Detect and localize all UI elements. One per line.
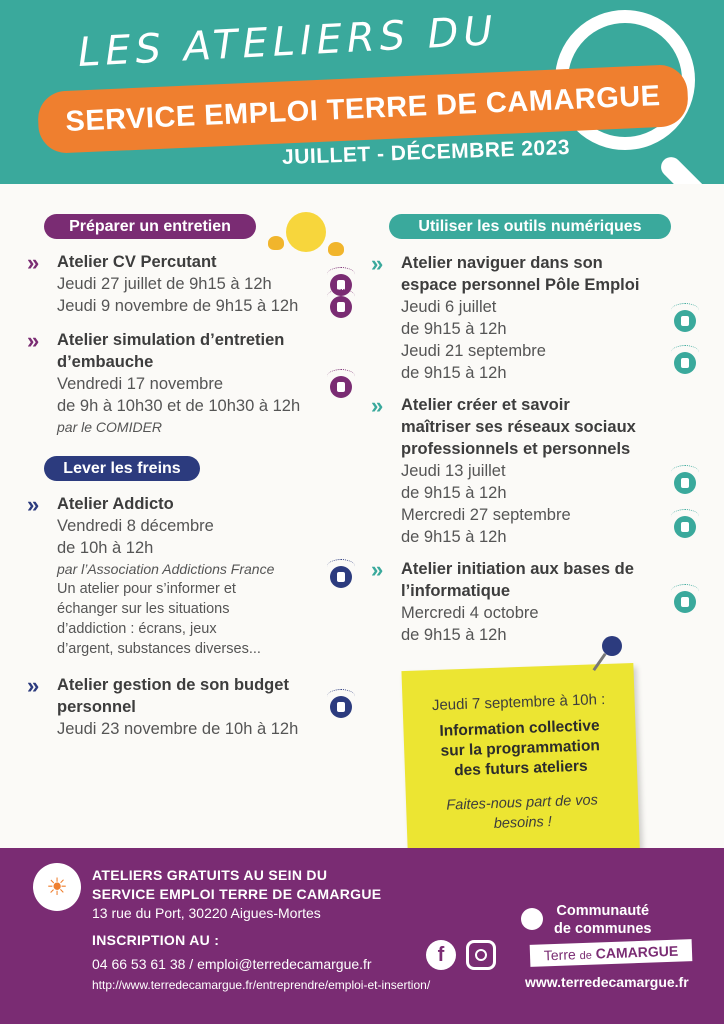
registration-icon	[674, 472, 696, 494]
registration-icon	[330, 696, 352, 718]
footer-url[interactable]: http://www.terredecamargue.fr/entreprendre/emploi-et-insertion/	[92, 978, 431, 992]
instagram-icon[interactable]	[466, 940, 496, 970]
atelier-title: l’informatique	[401, 582, 511, 600]
chevron-icon: »	[371, 251, 384, 276]
note-date: Jeudi 7 septembre à 10h :	[431, 691, 606, 715]
chevron-icon: »	[27, 492, 40, 517]
dates: JUILLET - DÉCEMBRE 2023	[281, 135, 571, 170]
magnifier-handle	[657, 153, 721, 184]
footer-website[interactable]: www.terredecamargue.fr	[525, 974, 689, 990]
footer-inscription: INSCRIPTION AU :	[92, 932, 220, 948]
section-label-freins: Lever les freins	[44, 456, 200, 481]
atelier-cv	[27, 250, 299, 317]
chevron-icon: »	[371, 393, 384, 418]
header	[0, 0, 724, 184]
atelier-date: Jeudi 23 novembre de 10h à 12h	[57, 720, 299, 738]
atelier-date: de 9h à 10h30 et de 10h30 à 12h	[57, 397, 301, 415]
atelier-title: Atelier CV Percutant	[57, 253, 217, 271]
atelier-date: Jeudi 6 juillet	[401, 298, 497, 316]
note-bold: sur la programmation	[440, 737, 601, 760]
atelier-title: Atelier gestion de son budget	[57, 676, 289, 694]
chevron-icon: »	[27, 673, 40, 698]
atelier-date: Jeudi 27 juillet de 9h15 à 12h	[57, 275, 272, 293]
atelier-date: Jeudi 21 septembre	[401, 342, 546, 360]
note-bold: des futurs ateliers	[453, 757, 588, 780]
atelier-by: par l’Association Addictions France	[57, 561, 275, 577]
registration-icon	[330, 566, 352, 588]
atelier-date: Jeudi 13 juillet	[401, 462, 506, 480]
atelier-date: Mercredi 4 octobre	[401, 604, 539, 622]
atelier-by: par le COMIDER	[57, 419, 163, 435]
atelier-title: Atelier créer et savoir	[401, 396, 570, 414]
title-top: LES ATELIERS DU	[76, 8, 499, 76]
atelier-reseaux	[371, 393, 636, 548]
atelier-title: Atelier Addicto	[57, 495, 174, 513]
registration-icon	[674, 516, 696, 538]
pin-icon	[592, 634, 626, 674]
atelier-date: Vendredi 17 novembre	[57, 375, 224, 393]
section-label-entretien: Préparer un entretien	[44, 214, 256, 239]
atelier-title: Atelier naviguer dans son	[401, 254, 603, 272]
facebook-icon[interactable]: f	[426, 940, 456, 970]
atelier-date: Vendredi 8 décembre	[57, 517, 214, 535]
sticky-note	[401, 663, 640, 879]
chevron-icon: »	[27, 250, 40, 275]
section-label-numerique: Utiliser les outils numériques	[389, 214, 671, 239]
atelier-title: espace personnel Pôle Emploi	[401, 276, 640, 294]
atelier-desc: Un atelier pour s’informer et échanger sur les situations d’addiction : écrans, jeux d’argent, substances diverses...	[57, 581, 261, 657]
footer	[0, 848, 724, 1024]
registration-icon	[674, 591, 696, 613]
atelier-date: de 9h15 à 12h	[401, 320, 507, 338]
logo-box: Terre de CAMARGUE	[530, 939, 693, 967]
registration-icon	[674, 352, 696, 374]
atelier-date: de 9h15 à 12h	[401, 626, 507, 644]
atelier-title: Atelier simulation d’entretien	[57, 331, 285, 349]
atelier-title: d’embauche	[57, 353, 154, 371]
atelier-date: Jeudi 9 novembre de 9h15 à 12h	[57, 297, 299, 315]
atelier-title: personnel	[57, 698, 136, 716]
note-call: Faites-nous part de vos besoins !	[446, 792, 599, 832]
lightbulb-icon: ☀	[33, 863, 81, 911]
note-bold: Information collective	[439, 717, 600, 740]
atelier-pole-emploi	[371, 251, 640, 384]
atelier-title: maîtriser ses réseaux sociaux	[401, 418, 636, 436]
atelier-date: de 9h15 à 12h	[401, 364, 507, 382]
chevron-icon: »	[371, 557, 384, 582]
atelier-budget	[27, 673, 299, 740]
footer-title: ATELIERS GRATUITS AU SEIN DU SERVICE EMPLOI TERRE DE CAMARGUE	[92, 867, 382, 902]
registration-icon	[330, 376, 352, 398]
banner-text: SERVICE EMPLOI TERRE DE CAMARGUE	[64, 79, 662, 138]
atelier-date: de 9h15 à 12h	[401, 484, 507, 502]
registration-icon	[330, 296, 352, 318]
atelier-title: Atelier initiation aux bases de	[401, 560, 634, 578]
atelier-date: de 9h15 à 12h	[401, 528, 507, 546]
footer-contact[interactable]: 04 66 53 61 38 / emploi@terredecamargue.fr	[92, 956, 372, 972]
atelier-date: Mercredi 27 septembre	[401, 506, 571, 524]
atelier-title: professionnels et personnels	[401, 440, 631, 458]
atelier-informatique	[371, 557, 634, 646]
atelier-simulation	[27, 328, 301, 437]
atelier-date: de 10h à 12h	[57, 539, 154, 557]
registration-icon	[674, 310, 696, 332]
logo-text: Communauté de communes	[554, 903, 652, 937]
chevron-icon: »	[27, 328, 40, 353]
logo-mark	[521, 908, 543, 930]
atelier-addicto	[27, 492, 275, 659]
footer-address: 13 rue du Port, 30220 Aigues-Mortes	[92, 905, 321, 921]
